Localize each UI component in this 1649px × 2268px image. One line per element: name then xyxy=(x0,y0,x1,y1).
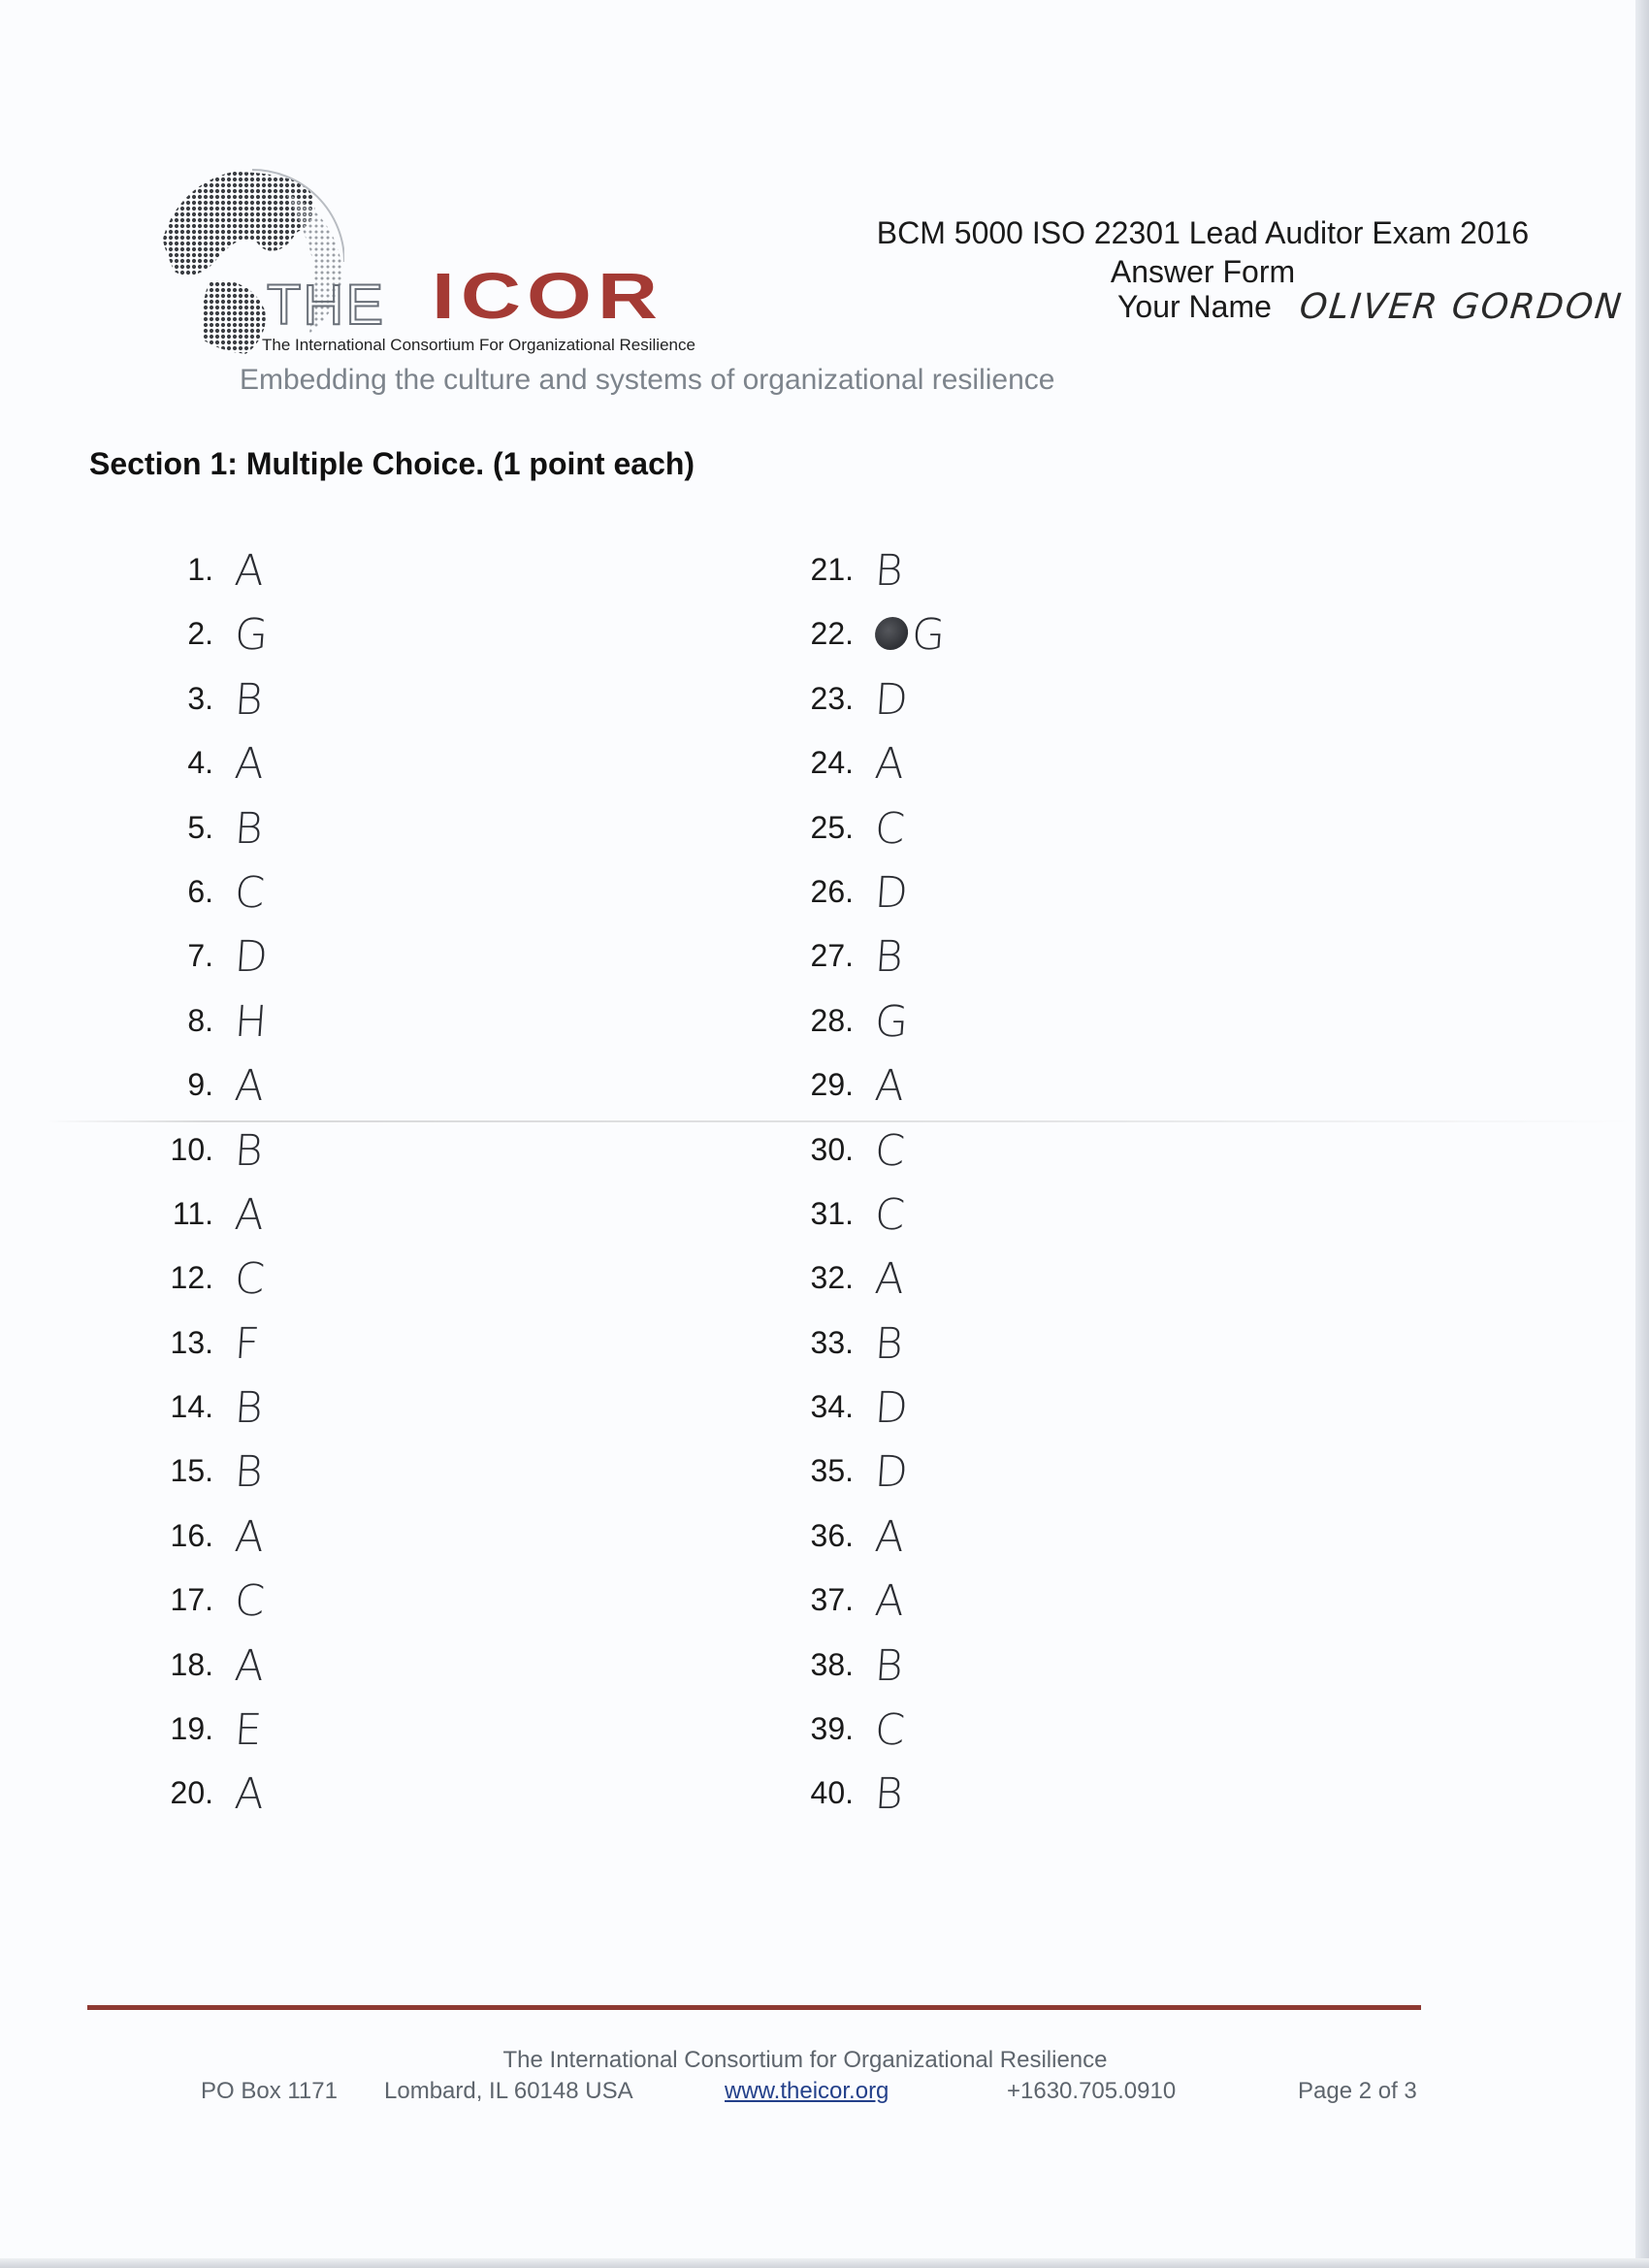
answer-value[interactable]: G xyxy=(873,996,910,1047)
answer-value[interactable]: B xyxy=(873,932,905,983)
answer-value[interactable]: A xyxy=(233,1189,266,1240)
answer-value[interactable]: B xyxy=(233,1383,265,1434)
answer-value[interactable]: A xyxy=(233,739,266,790)
question-number: 28. xyxy=(810,1002,854,1038)
answer-value[interactable]: D xyxy=(873,674,910,725)
question-number: 3. xyxy=(187,680,213,716)
footer-org-name: The International Consortium for Organizational Resilience xyxy=(502,2047,1108,2073)
question-number: 4. xyxy=(187,745,213,781)
logo-the-text: THE xyxy=(267,274,385,337)
answer-value[interactable]: C xyxy=(873,803,907,854)
scan-edge-right xyxy=(1635,0,1649,2268)
answer-value[interactable]: A xyxy=(873,1511,906,1562)
question-number: 6. xyxy=(187,873,213,909)
question-number: 36. xyxy=(810,1517,854,1553)
answer-value: G xyxy=(910,610,947,661)
answer-value[interactable]: A xyxy=(233,1640,266,1691)
question-number: 20. xyxy=(170,1775,213,1811)
footer-city: Lombard, IL 60148 USA xyxy=(384,2078,633,2104)
question-number: 13. xyxy=(170,1324,213,1360)
footer-organization xyxy=(0,2047,1649,2074)
question-number: 40. xyxy=(810,1775,854,1811)
answer-value[interactable]: A xyxy=(873,1576,906,1627)
name-field[interactable]: OLIVER GORDON xyxy=(1297,287,1626,327)
answer-value[interactable]: B xyxy=(873,1769,905,1820)
tagline: Embedding the culture and systems of organizational resilience xyxy=(240,364,1055,396)
answer-value[interactable]: A xyxy=(233,1769,266,1820)
question-number: 12. xyxy=(170,1260,213,1296)
answer-value[interactable]: C xyxy=(873,1189,907,1240)
question-number: 19. xyxy=(170,1711,213,1747)
answer-value[interactable]: C xyxy=(233,867,267,918)
question-number: 5. xyxy=(187,809,213,845)
answer-value[interactable]: C xyxy=(873,1125,907,1176)
section-heading: Section 1: Multiple Choice. (1 point each) xyxy=(89,446,695,481)
scan-edge-bottom xyxy=(0,2258,1649,2268)
icor-logo xyxy=(150,165,732,369)
question-number: 8. xyxy=(187,1002,213,1038)
question-number: 33. xyxy=(810,1324,854,1360)
answer-value[interactable]: F xyxy=(233,1318,262,1369)
question-number: 31. xyxy=(810,1195,854,1231)
answer-value[interactable]: A xyxy=(233,546,266,596)
exam-title: BCM 5000 ISO 22301 Lead Auditor Exam 2016 xyxy=(876,215,1530,250)
question-number: 10. xyxy=(170,1131,213,1167)
question-number: 1. xyxy=(187,552,213,587)
answer-value[interactable]: B xyxy=(233,803,265,854)
answer-value[interactable]: D xyxy=(873,1383,910,1434)
question-number: 29. xyxy=(810,1067,854,1103)
answer-value[interactable]: D xyxy=(873,867,910,918)
exam-header xyxy=(834,213,1571,291)
question-number: 24. xyxy=(810,745,854,781)
paper-fold-line xyxy=(47,1120,1637,1122)
question-number: 35. xyxy=(810,1453,854,1489)
question-number: 16. xyxy=(170,1517,213,1553)
question-number: 7. xyxy=(187,938,213,974)
question-number: 30. xyxy=(810,1131,854,1167)
answer-value[interactable]: B xyxy=(233,674,265,725)
question-number: 23. xyxy=(810,680,854,716)
question-number: 22. xyxy=(810,616,854,652)
logo-subtitle: The International Consortium For Organizational Resilience xyxy=(262,336,695,354)
exam-subtitle: Answer Form xyxy=(1110,254,1296,289)
answer-value[interactable]: B xyxy=(873,1318,905,1369)
question-number: 38. xyxy=(810,1646,854,1682)
question-number: 14. xyxy=(170,1389,213,1425)
question-number: 39. xyxy=(810,1711,854,1747)
question-number: 9. xyxy=(187,1067,213,1103)
answer-value[interactable]: B xyxy=(233,1447,265,1498)
footer-divider xyxy=(87,2005,1421,2010)
question-number: 18. xyxy=(170,1646,213,1682)
answer-value[interactable]: H xyxy=(233,996,269,1047)
answer-value[interactable]: B xyxy=(233,1125,265,1176)
answer-value[interactable]: C xyxy=(873,1705,907,1756)
footer-po-box: PO Box 1171 xyxy=(201,2078,338,2104)
question-number: 11. xyxy=(172,1195,213,1231)
question-number: 17. xyxy=(170,1582,213,1618)
crossed-out-scribble xyxy=(874,617,909,650)
answer-value-corrected[interactable] xyxy=(873,610,947,660)
question-number: 27. xyxy=(810,938,854,974)
question-number: 15. xyxy=(170,1453,213,1489)
footer-website-link[interactable]: www.theicor.org xyxy=(725,2078,889,2104)
footer-phone: +1630.705.0910 xyxy=(1007,2078,1177,2104)
answer-value[interactable]: A xyxy=(873,1254,906,1305)
answer-value[interactable]: G xyxy=(233,610,270,661)
question-number: 21. xyxy=(810,552,854,587)
answer-value[interactable]: A xyxy=(873,1061,906,1112)
answer-value[interactable]: E xyxy=(233,1705,264,1756)
question-number: 25. xyxy=(810,809,854,845)
page-number: Page 2 of 3 xyxy=(1298,2078,1417,2104)
question-number: 26. xyxy=(810,873,854,909)
question-number: 32. xyxy=(810,1260,854,1296)
question-number: 2. xyxy=(187,616,213,652)
answer-value[interactable]: A xyxy=(233,1061,266,1112)
answer-value[interactable]: D xyxy=(233,932,270,983)
answer-value[interactable]: B xyxy=(873,546,905,596)
answer-value[interactable]: D xyxy=(873,1447,910,1498)
answer-value[interactable]: A xyxy=(873,739,906,790)
logo-icor-text: ICOR xyxy=(432,260,663,333)
answer-value[interactable]: B xyxy=(873,1640,905,1691)
question-number: 37. xyxy=(810,1582,854,1618)
name-label: Your Name xyxy=(1117,289,1272,324)
answer-value[interactable]: C xyxy=(233,1576,267,1627)
question-number: 34. xyxy=(810,1389,854,1425)
answer-value[interactable]: C xyxy=(233,1254,267,1305)
answer-value[interactable]: A xyxy=(233,1511,266,1562)
